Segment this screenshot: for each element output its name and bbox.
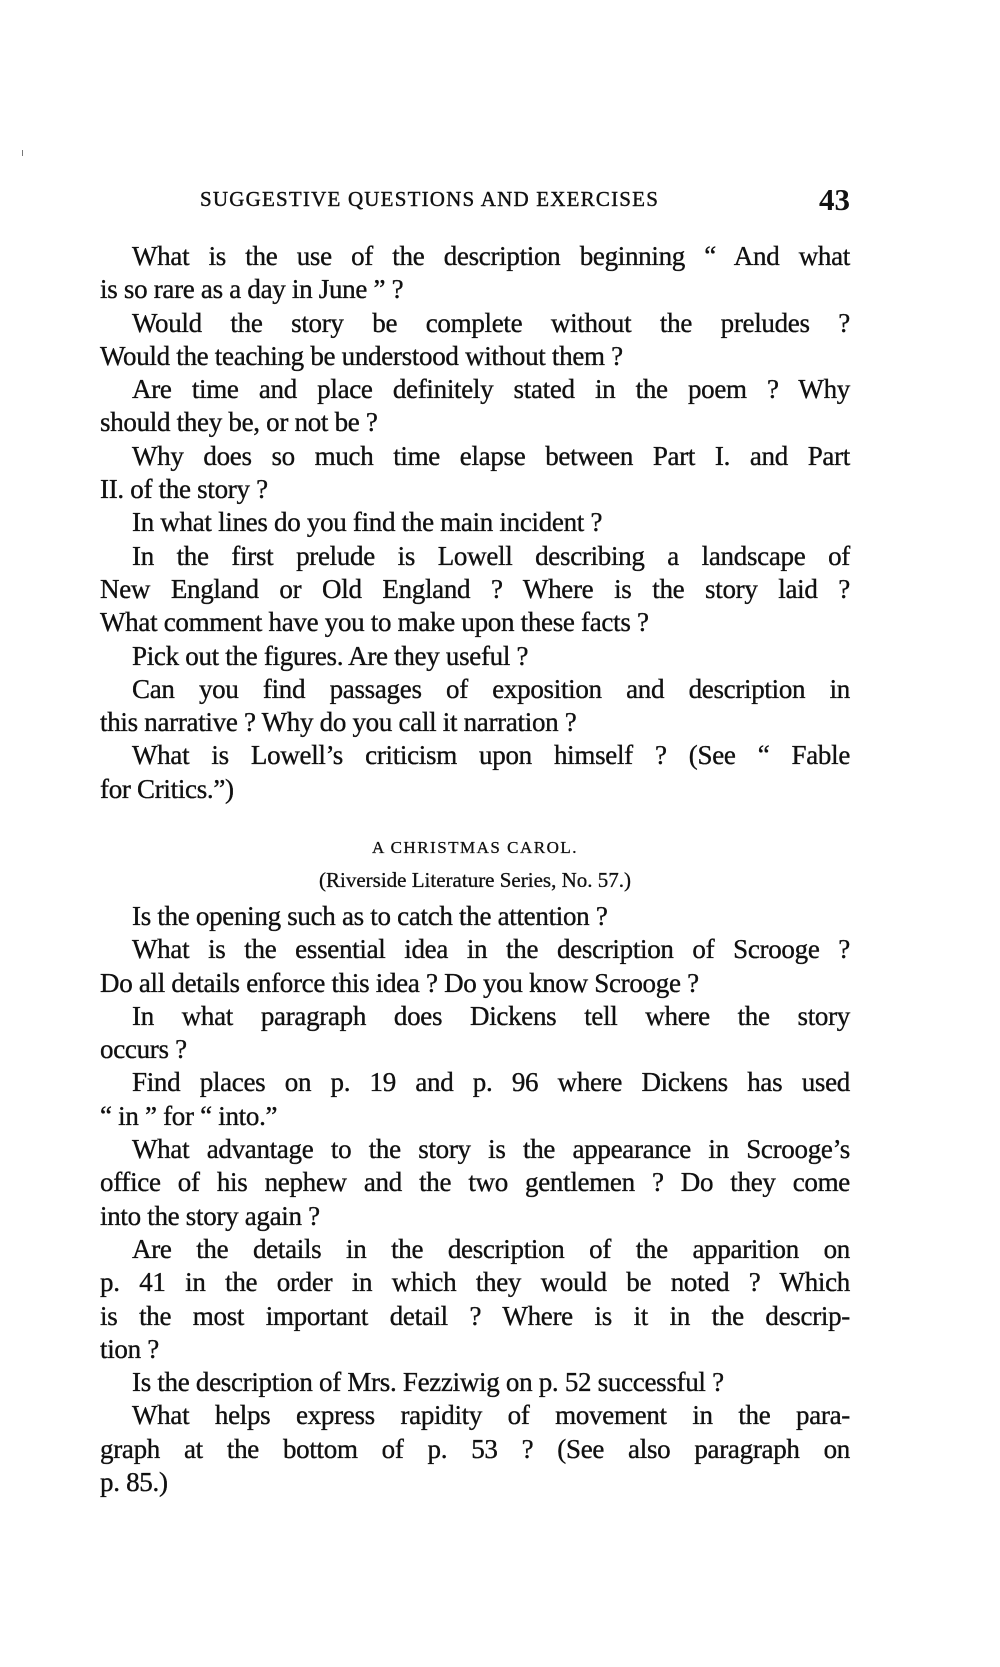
text-line: is the most important detail ? Where is it in the descrip- bbox=[100, 1300, 850, 1331]
text-line: In the first prelude is Lowell describing a landscape of bbox=[132, 540, 850, 571]
text-line: Is the opening such as to catch the attention ? bbox=[132, 901, 608, 931]
text-line: Are the details in the description of the apparition on bbox=[132, 1233, 850, 1264]
paragraph bbox=[100, 373, 850, 440]
text-line: Why does so much time elapse between Part I. and Part bbox=[132, 440, 850, 471]
questions-christmas-carol bbox=[100, 900, 850, 1499]
text-line: II. of the story ? bbox=[100, 474, 268, 505]
paragraph bbox=[100, 739, 850, 806]
text-line: office of his nephew and the two gentlemen ? Do they come bbox=[100, 1167, 850, 1198]
paragraph bbox=[100, 540, 850, 640]
paragraph bbox=[100, 307, 850, 374]
paragraph bbox=[100, 506, 850, 539]
text-line: What is the use of the description beginning “ And what bbox=[132, 241, 850, 271]
text-line: this narrative ? Why do you call it narration ? bbox=[100, 707, 577, 738]
paragraph bbox=[100, 640, 850, 673]
paragraph bbox=[100, 1233, 850, 1366]
text-line: into the story again ? bbox=[100, 1200, 320, 1231]
paragraph bbox=[100, 1399, 850, 1499]
text-line: “ in ” for “ into.” bbox=[100, 1100, 278, 1131]
text-line: occurs ? bbox=[100, 1034, 187, 1065]
paragraph bbox=[100, 440, 850, 507]
paragraph bbox=[100, 673, 850, 740]
text-line: p. 85.) bbox=[100, 1467, 168, 1498]
section-title: A CHRISTMAS CAROL. bbox=[371, 838, 578, 857]
text-line: Do all details enforce this idea ? Do you know Scrooge ? bbox=[100, 967, 699, 998]
running-header bbox=[200, 182, 850, 217]
text-line: What helps express rapidity of movement in the para- bbox=[132, 1400, 850, 1431]
text-line: p. 41 in the order in which they would be noted ? Which bbox=[100, 1267, 850, 1298]
text-line: Can you find passages of exposition and description in bbox=[132, 673, 850, 704]
text-line: What is the essential idea in the description of Scrooge ? bbox=[132, 934, 850, 965]
text-line: What is Lowell’s criticism upon himself ? (See “ Fable bbox=[132, 740, 850, 771]
text-line: What advantage to the story is the appearance in Scrooge’s bbox=[132, 1134, 850, 1165]
text-line: tion ? bbox=[100, 1333, 159, 1364]
text-line: is so rare as a day in June ” ? bbox=[100, 274, 404, 305]
page-number: 43 bbox=[819, 182, 850, 217]
paragraph bbox=[100, 900, 850, 933]
text-line: New England or Old England ? Where is the story laid ? bbox=[100, 573, 850, 604]
paragraph bbox=[100, 1133, 850, 1233]
section-subtitle: (Riverside Literature Series, No. 57.) bbox=[319, 868, 631, 892]
text-line: What comment have you to make upon these facts ? bbox=[100, 607, 649, 638]
text-line: Pick out the figures. Are they useful ? bbox=[132, 640, 529, 671]
text-line: In what paragraph does Dickens tell where the story bbox=[132, 1000, 850, 1031]
text-line: Are time and place definitely stated in the poem ? Why bbox=[132, 374, 850, 405]
text-line: Is the description of Mrs. Fezziwig on p. 52 successful ? bbox=[132, 1367, 724, 1398]
text-line: In what lines do you find the main incident ? bbox=[132, 507, 603, 538]
text-line: Would the teaching be understood without them ? bbox=[100, 340, 623, 371]
text-line: Would the story be complete without the preludes ? bbox=[132, 307, 850, 338]
text-line: graph at the bottom of p. 53 ? (See also paragraph on bbox=[100, 1433, 850, 1464]
running-header-title: SUGGESTIVE QUESTIONS AND EXERCISES bbox=[200, 187, 660, 211]
paragraph bbox=[100, 1066, 850, 1133]
scan-speck bbox=[22, 150, 23, 156]
paragraph bbox=[100, 240, 850, 307]
questions-lowell bbox=[100, 240, 850, 806]
text-line: Find places on p. 19 and p. 96 where Dickens has used bbox=[132, 1067, 850, 1098]
paragraph bbox=[100, 933, 850, 1000]
paragraph bbox=[100, 1000, 850, 1067]
text-line: should they be, or not be ? bbox=[100, 407, 378, 438]
paragraph bbox=[100, 1366, 850, 1399]
text-line: for Critics.”) bbox=[100, 773, 234, 804]
